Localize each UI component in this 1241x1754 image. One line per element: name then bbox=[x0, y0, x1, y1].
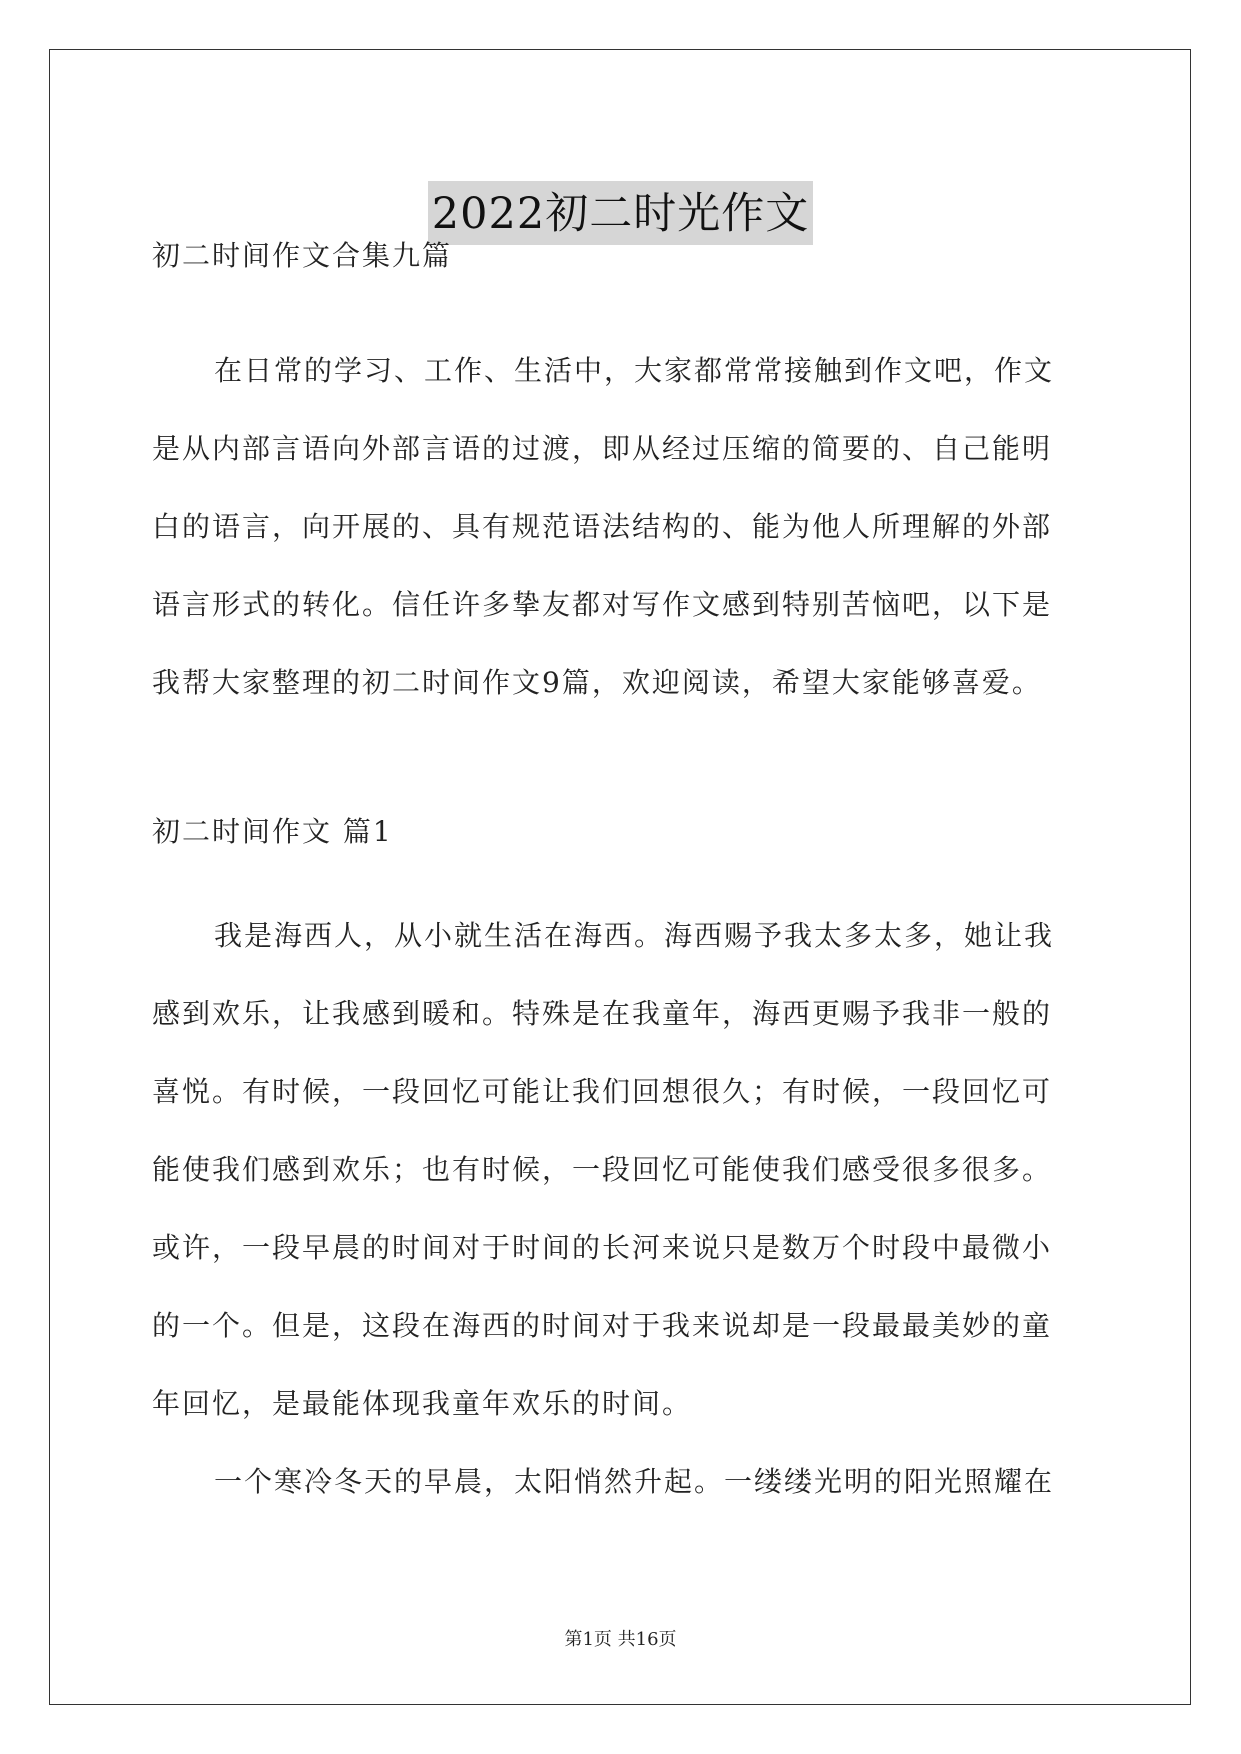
essay-line: 年回忆，是最能体现我童年欢乐的时间。 bbox=[152, 1387, 693, 1420]
essay-line: 我是海西人，从小就生活在海西。海西赐予我太多太多，她让我 bbox=[214, 919, 1055, 952]
essay-line: 能使我们感到欢乐；也有时候，一段回忆可能使我们感受很多很多。 bbox=[152, 1153, 1053, 1186]
intro-line: 是从内部言语向外部言语的过渡，即从经过压缩的简要的、自己能明 bbox=[152, 432, 1053, 465]
section-heading: 初二时间作文 篇1 bbox=[152, 815, 393, 848]
essay-line: 或许，一段早晨的时间对于时间的长河来说只是数万个时段中最微小 bbox=[152, 1231, 1053, 1264]
essay-line: 喜悦。有时候，一段回忆可能让我们回想很久；有时候，一段回忆可 bbox=[152, 1075, 1053, 1108]
intro-line: 语言形式的转化。信任许多挚友都对写作文感到特别苦恼吧，以下是 bbox=[152, 588, 1053, 621]
document-title: 2022初二时光作文 bbox=[428, 181, 813, 245]
essay-line: 的一个。但是，这段在海西的时间对于我来说却是一段最最美妙的童 bbox=[152, 1309, 1053, 1342]
intro-line: 白的语言，向开展的、具有规范语法结构的、能为他人所理解的外部 bbox=[152, 510, 1053, 543]
page-number: 第1页 共16页 bbox=[564, 1629, 677, 1650]
essay-line: 感到欢乐，让我感到暖和。特殊是在我童年，海西更赐予我非一般的 bbox=[152, 997, 1053, 1030]
essay-line: 一个寒冷冬天的早晨，太阳悄然升起。一缕缕光明的阳光照耀在 bbox=[214, 1465, 1055, 1498]
intro-line: 在日常的学习、工作、生活中，大家都常常接触到作文吧，作文 bbox=[214, 354, 1055, 387]
intro-line: 我帮大家整理的初二时间作文9篇，欢迎阅读，希望大家能够喜爱。 bbox=[152, 666, 1042, 699]
collection-subtitle: 初二时间作文合集九篇 bbox=[152, 239, 453, 272]
